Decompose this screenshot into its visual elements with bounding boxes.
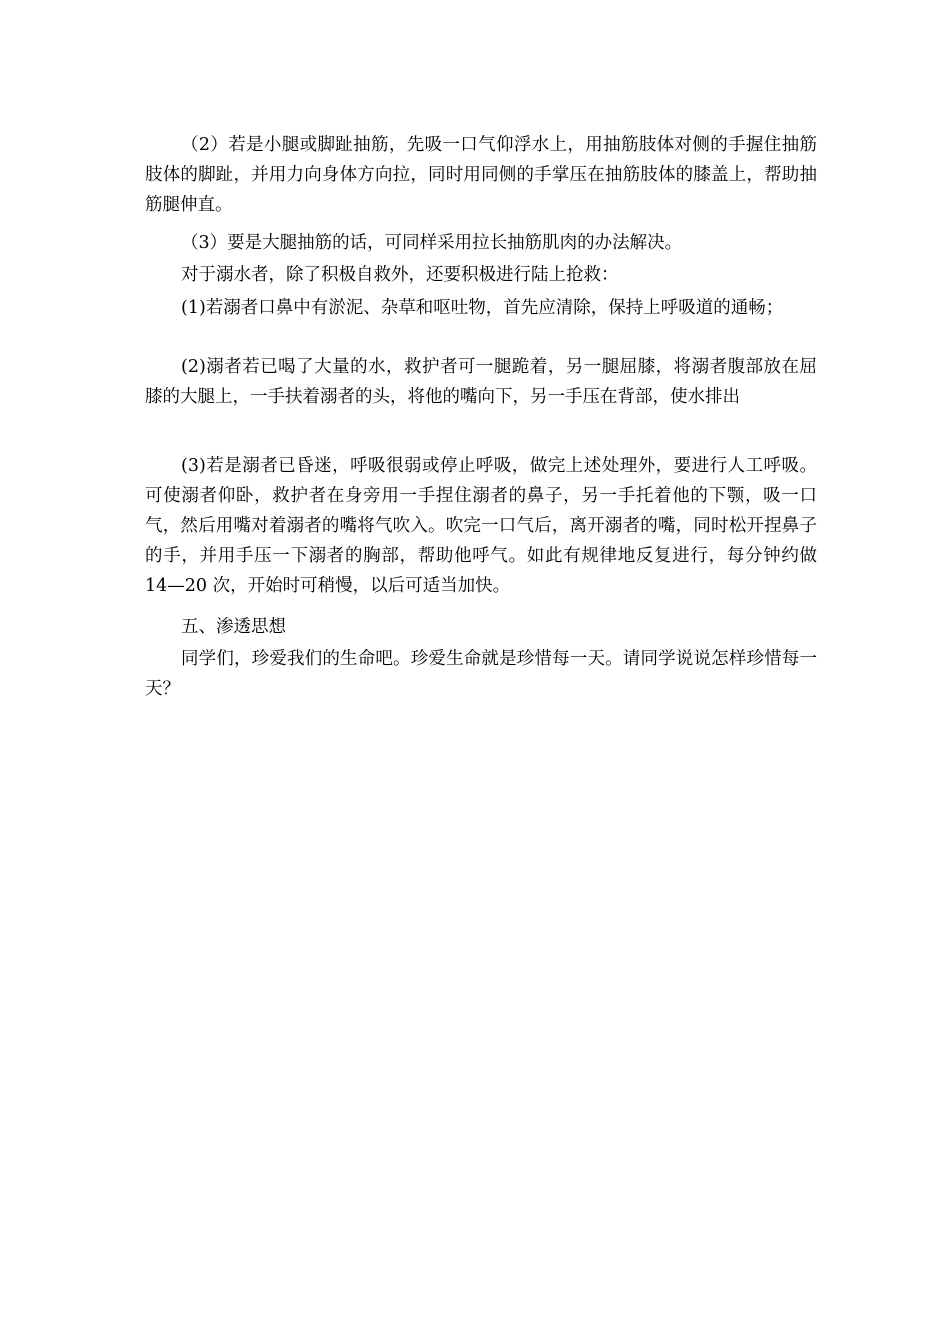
paragraph-thigh-cramp: （3）要是大腿抽筋的话，可同样采用拉长抽筋肌肉的办法解决。 <box>181 233 683 253</box>
section-heading: 五、渗透思想 <box>181 617 286 637</box>
paragraph-cherish-life: 同学们，珍爱我们的生命吧。珍爱生命就是珍惜每一天。请同学说说怎样珍惜每一天？ <box>145 649 817 699</box>
paragraph-rescue-intro: 对于溺水者，除了积极自救外，还要积极进行陆上抢救： <box>181 265 619 285</box>
paragraph-clear-airway: (1)若溺者口鼻中有淤泥、杂草和呕吐物，首先应清除，保持上呼吸道的通畅； <box>181 298 784 318</box>
paragraph-artificial-respiration: (3)若是溺者已昏迷，呼吸很弱或停止呼吸，做完上述处理外，要进行人工呼吸。可使溺者仰卧，救护者在身旁用一手捏住溺者的鼻子，另一手托着他的下颚，吸一口气，然后用嘴对着溺者的嘴将气吹入。吹完一口气后，离开溺者的嘴，同时松开捏鼻子的手，并用手压一下溺者的胸部，帮助他呼气。如此有规律地反复进行，每分钟约做 14—20 次，开始时可稍慢，以后可适当加快。 <box>145 456 817 596</box>
paragraph-calf-cramp: （2）若是小腿或脚趾抽筋，先吸一口气仰浮水上，用抽筋肢体对侧的手握住抽筋肢体的脚趾，并用力向身体方向拉，同时用同侧的手掌压在抽筋肢体的膝盖上，帮助抽筋腿伸直。 <box>145 135 817 215</box>
paragraph-drain-water: (2)溺者若已喝了大量的水，救护者可一腿跪着，另一腿屈膝，将溺者腹部放在屈膝的大腿上，一手扶着溺者的头，将他的嘴向下，另一手压在背部，使水排出 <box>145 357 817 407</box>
